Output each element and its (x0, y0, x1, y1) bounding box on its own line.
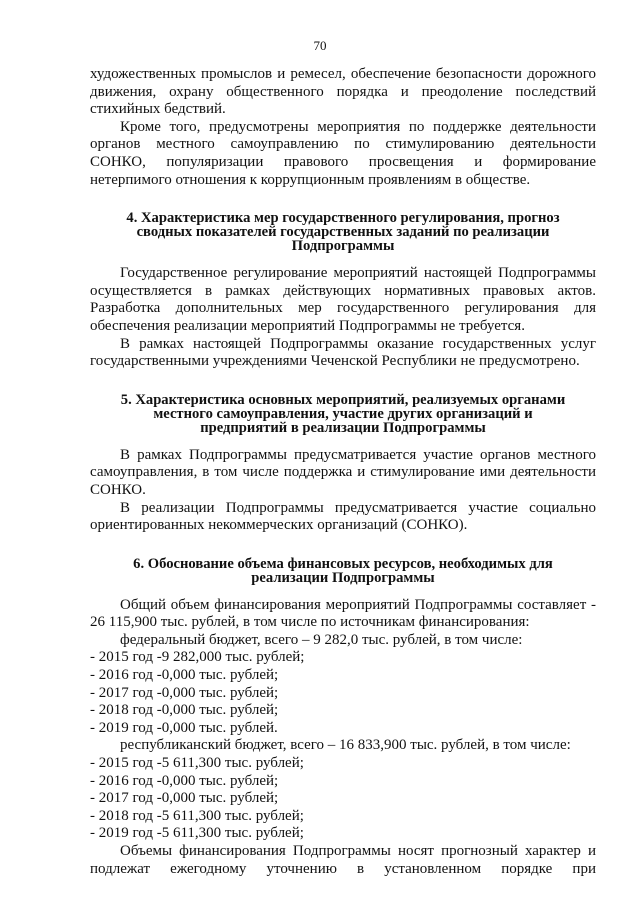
section-6-heading (90, 557, 596, 585)
budget-year-line (90, 685, 596, 703)
intro-block (90, 66, 596, 189)
text-line: В рамках настоящей Подпрограммы оказание государственных услуг (120, 335, 596, 352)
year-label: - 2017 год - (90, 684, 162, 701)
text-line: ориентированных некоммерческих организаций (СОНКО). (90, 517, 468, 534)
text-line: Разработка дополнительных мер государственного регулирования для (90, 300, 596, 317)
year-label: - 2017 год - (90, 790, 162, 807)
text-line: подлежат ежегодному уточнению в установленном порядке при (90, 860, 596, 877)
text-line: государственными учреждениями Чеченской Республики не предусмотрено. (90, 353, 580, 370)
year-label: - 2018 год - (90, 702, 162, 719)
text-line: В реализации Подпрограммы предусматривается участие социально (120, 499, 596, 516)
year-label: - 2019 год - (90, 719, 162, 736)
republic-budget-total: республиканский бюджет, всего – 16 833,900 тыс. рублей, в том числе: (120, 737, 571, 754)
text-line: 26 115,900 тыс. рублей, в том числе по источникам финансирования: (90, 614, 530, 631)
year-amount: 0,000 тыс. рублей; (161, 702, 279, 719)
year-label: - 2016 год - (90, 772, 162, 789)
section-6-body (90, 597, 596, 879)
heading-line: 4. Характеристика мер государственного регулирования, прогноз (126, 210, 560, 227)
budget-year-line (90, 649, 596, 667)
year-label: - 2019 год - (90, 825, 162, 842)
page-number: 70 (313, 38, 327, 53)
text-line: Государственное регулирование мероприятий настоящей Подпрограммы (120, 265, 596, 282)
heading-line: реализации Подпрограммы (251, 569, 435, 586)
year-amount: 5 611,300 тыс. рублей; (161, 807, 304, 824)
budget-year-line (90, 667, 596, 685)
text-line: органов местного самоуправлению по стимулированию деятельности (90, 136, 596, 153)
text-line: Кроме того, предусмотрены мероприятия по поддержке деятельности (120, 118, 596, 135)
budget-year-line (90, 720, 596, 738)
year-amount: 0,000 тыс. рублей; (161, 772, 279, 789)
text-line: стихийных бедствий. (90, 101, 226, 118)
text-line: СОНКО. (90, 481, 146, 498)
year-amount: 5 611,300 тыс. рублей; (161, 825, 304, 842)
budget-year-line (90, 790, 596, 808)
year-label: - 2015 год - (90, 755, 162, 772)
heading-line: предприятий в реализации Подпрограммы (200, 419, 486, 436)
section-4 (90, 211, 596, 371)
year-label: - 2015 год - (90, 649, 162, 666)
section-5 (90, 393, 596, 535)
year-amount: 5 611,300 тыс. рублей; (161, 755, 304, 772)
year-amount: 0,000 тыс. рублей; (161, 790, 279, 807)
section-6 (90, 557, 596, 879)
text-line: обеспечения реализации мероприятий Подпрограммы не требуется. (90, 317, 525, 334)
year-amount: 0,000 тыс. рублей; (161, 684, 279, 701)
text-line: Общий объем финансирования мероприятий Подпрограммы составляет - (120, 596, 596, 613)
section-5-body (90, 447, 596, 535)
text-line: осуществляется в рамках действующих нормативных правовых актов. (90, 282, 596, 299)
year-amount: 0,000 тыс. рублей. (161, 719, 278, 736)
year-amount: 9 282,000 тыс. рублей; (161, 649, 305, 666)
heading-line: Подпрограммы (291, 238, 395, 255)
text-line: самоуправления, в том числе поддержка и стимулирование ими деятельности (90, 464, 596, 481)
page-content (90, 66, 596, 878)
text-line: художественных промыслов и ремесел, обеспечение безопасности дорожного (90, 66, 596, 82)
budget-year-line (90, 702, 596, 720)
federal-budget-total: федеральный бюджет, всего – 9 282,0 тыс. рублей, в том числе: (120, 631, 523, 648)
heading-line: сводных показателей государственных заданий по реализации (136, 224, 550, 241)
heading-line: местного самоуправления, участие других организаций и (153, 405, 533, 422)
year-amount: 0,000 тыс. рублей; (161, 667, 279, 684)
section-5-heading (90, 393, 596, 435)
heading-line: 6. Обоснование объема финансовых ресурсов, необходимых для (133, 555, 553, 572)
text-line: нетерпимого отношения к коррупционным проявлениям в обществе. (90, 171, 531, 188)
text-line: В рамках Подпрограммы предусматривается участие органов местного (120, 446, 596, 463)
heading-line: 5. Характеристика основных мероприятий, реализуемых органами (120, 391, 566, 408)
text-line: движения, охрану общественного порядка и преодоление последствий (90, 83, 596, 100)
budget-year-line (90, 825, 596, 843)
section-4-heading (90, 211, 596, 253)
text-line: Объемы финансирования Подпрограммы носят прогнозный характер и (120, 843, 596, 859)
budget-year-line (90, 808, 596, 826)
budget-year-line (90, 773, 596, 791)
year-label: - 2016 год - (90, 667, 162, 684)
budget-year-line (90, 755, 596, 773)
section-4-body (90, 265, 596, 371)
text-line: СОНКО, популяризации правового просвещения и формирование (90, 153, 596, 170)
year-label: - 2018 год - (90, 807, 162, 824)
